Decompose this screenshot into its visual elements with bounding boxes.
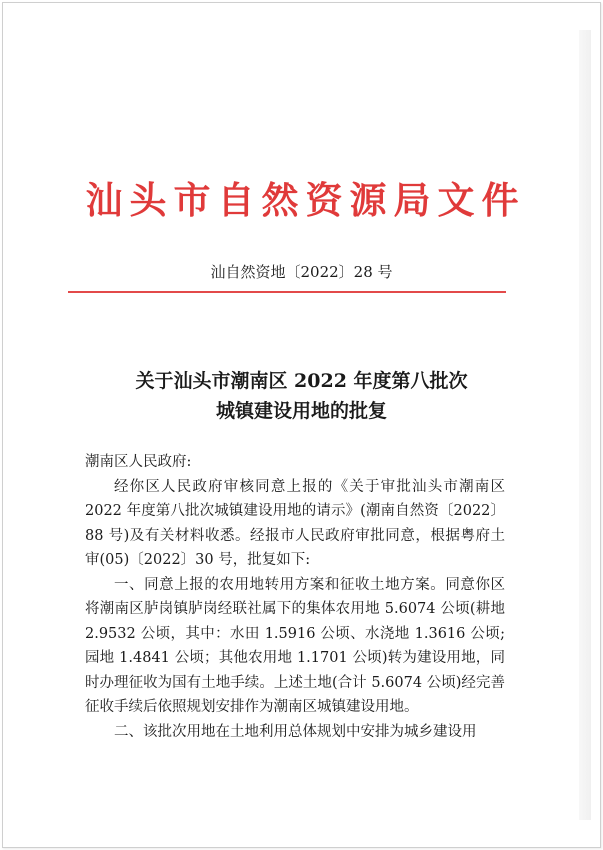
- document-title: [0, 366, 603, 426]
- document-number: 汕自然资地〔2022〕28 号: [210, 263, 393, 281]
- header-divider: [68, 291, 506, 293]
- paragraph-intro: 经你区人民政府审核同意上报的《关于审批汕头市潮南区 2022 年度第八批次城镇建设用地的请示》(潮南自然资〔2022〕88 号)及有关材料收悉。经报市人民政府审批同意，根据粤府土审(05)〔2022〕30 号，批复如下:: [85, 478, 505, 568]
- salutation: 潮南区人民政府:: [85, 454, 192, 470]
- document-header: 汕头市自然资源局文件: [85, 178, 526, 222]
- paragraph-item-1: 一、同意上报的农用地转用方案和征收土地方案。同意你区将潮南区胪岗镇胪岗经联社属下的集体农用地 5.6074 公顷(耕地 2.9532 公顷，其中：水田 1.5916 公顷、水浇地 1.3616 公顷;园地 1.4841 公顷；其他农用地 1.1701 公顷)转为建设用地，同时办理征收为国有土地手续。上述土地(合计 5.6074 公顷)经完善征收手续后依照规划安排作为潮南区城镇建设用地。: [85, 576, 505, 715]
- title-line-2: 城镇建设用地的批复: [215, 400, 387, 422]
- title-line-1: 关于汕头市潮南区 2022 年度第八批次: [135, 370, 468, 392]
- paragraph-item-2: 二、该批次用地在土地利用总体规划中安排为城乡建设用: [114, 723, 477, 740]
- document-body: [85, 450, 505, 744]
